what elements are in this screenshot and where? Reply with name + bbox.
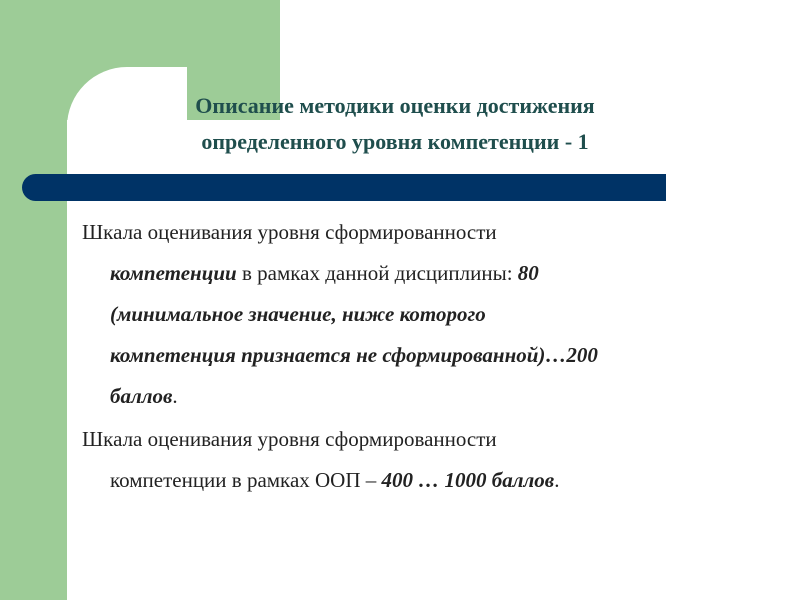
title-line-1: Описание методики оценки достижения [195,93,595,118]
paragraph-1-line-4: компетенция признается не сформированной)…200 [110,343,598,367]
paragraph-2 [82,419,772,501]
paragraph-2-period: . [554,468,560,492]
paragraph-1-line-2 [82,253,772,294]
slide-body [82,212,772,503]
title-underline-bar [22,174,666,201]
slide-title [110,88,680,160]
paragraph-2-line-1: Шкала оценивания уровня сформированности [82,427,497,451]
title-line-2: определенного уровня компетенции - 1 [201,129,589,154]
decorative-green-band-left [0,0,67,600]
paragraph-1-line-1: Шкала оценивания уровня сформированности [82,220,497,244]
competence-bold: компетенции [110,261,237,285]
min-score-value: 80 [517,261,539,285]
paragraph-1-line-2-rest: в рамках данной дисциплины: [236,261,518,285]
paragraph-2-line-2 [82,460,772,501]
paragraph-2-prefix: компетенции в рамках ООП – [110,468,382,492]
paragraph-1-period: . [172,384,178,408]
paragraph-1-line-5 [82,376,772,417]
paragraph-1-line-3: (минимальное значение, ниже которого [110,302,486,326]
points-bold: баллов [110,384,173,408]
oop-score-range: 400 … 1000 баллов [381,468,555,492]
paragraph-1 [82,212,772,417]
